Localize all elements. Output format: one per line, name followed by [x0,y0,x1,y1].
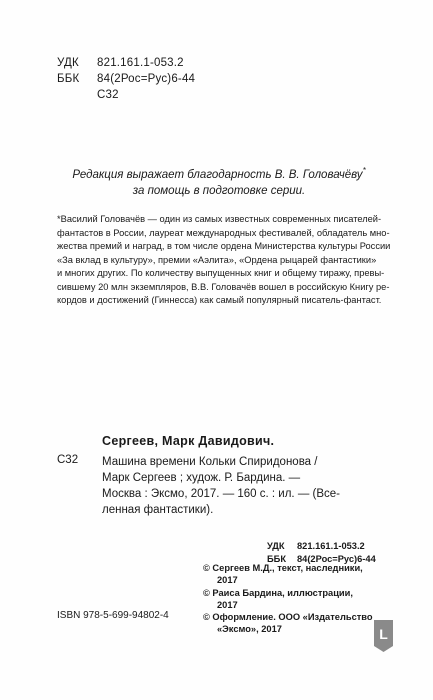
acknowledgement-line-2: за помощь в подготовке серии. [132,184,306,197]
biblio-line: Марк Сергеев ; худож. Р. Бардина. — [102,472,301,484]
footnote-line: *Василий Головачёв — один из самых известных современных писателей- [57,214,382,224]
acknowledgement-line-1 [60,163,378,183]
udk-small-line [267,540,376,553]
footnote-mark: * [362,166,366,175]
udk-small-code: 821.161.1-053.2 [297,541,365,551]
acknowledgement-text: Редакция выражает благодарность В. В. Головачёву [72,168,363,181]
biblio-line: Машина времени Кольки Спиридонова / [102,456,318,468]
logo-letter: L [379,626,388,642]
copyright-line: © Раиса Бардина, иллюстрации, [203,587,353,598]
biblio-line: Москва : Эксмо, 2017. — 160 с. : ил. — (Все- [102,488,340,500]
copyright-line: © Оформление. ООО «Издательство [203,612,373,623]
copyright-line: 2017 [217,575,238,586]
footnote-line: «За вклад в культуру», премии «Аэлита», «Ордена рыцарей фантастики» [57,254,377,265]
bbk-small-code: 84(2Рос=Рус)6-44 [297,554,376,564]
copyright-line: «Эксмо», 2017 [217,624,282,635]
bbk-label: ББК [57,73,80,85]
bbk-code: 84(2Рос=Рус)6-44 [97,73,196,85]
footnote-line: и многих других. По количеству выпущенных книг и общему тиражу, превы- [57,268,385,278]
copyright-line: © Сергеев М.Д., текст, наследники, [203,563,363,573]
acknowledgement [60,163,378,199]
udk-small-label: УДК [267,541,285,551]
biblio-cutter: С32 [57,454,79,466]
copyright-item [203,562,403,587]
biblio-line: ленная фантастики). [102,504,214,516]
udk-code: 821.161.1-053.2 [97,57,184,69]
isbn: ISBN 978-5-699-94802-4 [57,610,169,621]
bbk-line [57,71,195,87]
footnote-line: фантастов в России, лауреат международных фестивалей, обладатель мно- [57,227,390,238]
author-heading: Сергеев, Марк Давидович. [102,434,275,448]
litres-logo-icon [372,620,395,652]
bbk-small-label: ББК [267,554,287,564]
footnote-line: жества премий и наград, в том числе ордена Министерства культуры России [57,241,391,251]
footnote-line: кордов и достижений (Гиннесса) как самый популярный писатель-фантаст. [57,295,382,305]
footnote [57,213,391,308]
cutter-code: С32 [97,89,119,101]
copyright-line: 2017 [217,599,238,610]
udk-block [57,55,195,103]
udk-label: УДК [57,57,79,69]
copyright-item [203,587,403,612]
biblio-description [102,454,392,518]
udk-line [57,55,195,71]
footnote-line: сившему 20 млн экземпляров, В.В. Головачёв вошел в российскую Книгу ре- [57,281,390,292]
